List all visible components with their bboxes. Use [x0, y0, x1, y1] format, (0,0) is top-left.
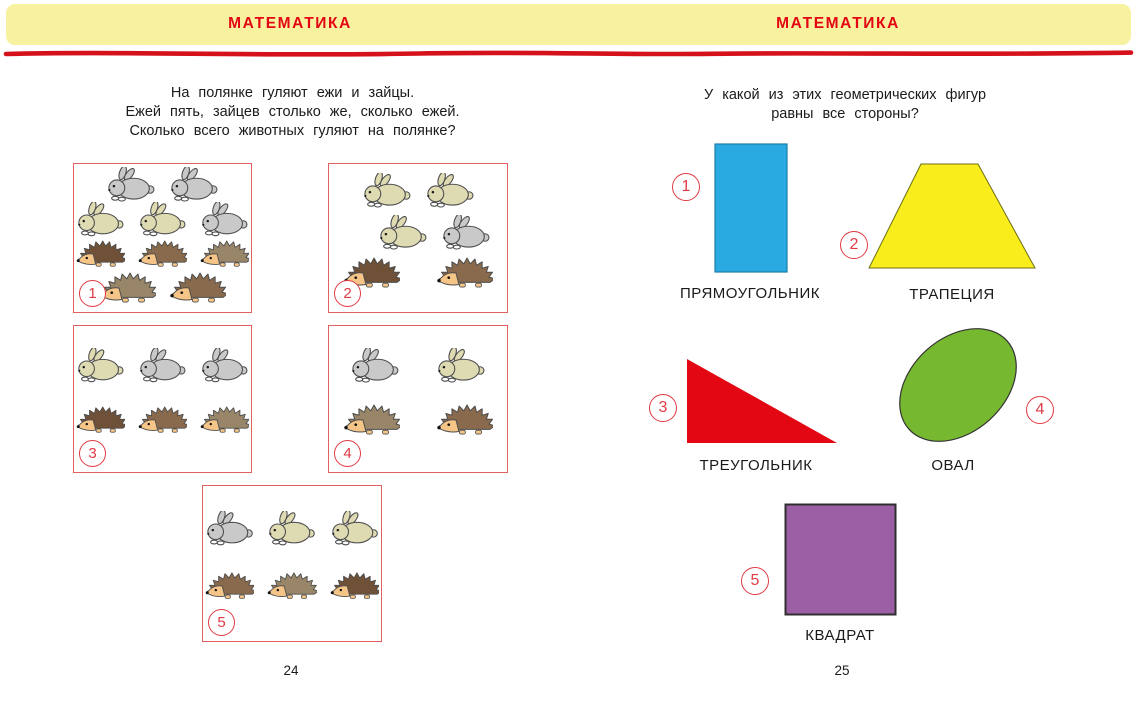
hedgehog-icon: [99, 271, 156, 305]
task-line: равны все стороны?: [771, 106, 919, 122]
answer-box-5: [202, 485, 382, 642]
hedgehog-icon: [138, 403, 187, 437]
hedgehog-icon: [200, 237, 249, 271]
shape-label: ТРЕУГОЛЬНИК: [699, 457, 813, 474]
shape-label: ТРАПЕЦИЯ: [909, 286, 995, 303]
hedgehog-icon: [436, 256, 493, 290]
hare-icon: [169, 167, 219, 202]
hare-icon: [267, 511, 316, 546]
hare-icon: [436, 348, 486, 383]
hedgehog-icon: [343, 403, 400, 437]
shape-label: КВАДРАТ: [805, 627, 875, 644]
task-line: Сколько всего животных гуляют на полянке?: [129, 123, 456, 139]
box-number-badge: 2: [334, 280, 361, 307]
hedgehog-icon: [330, 569, 379, 603]
hedgehog-row: [76, 237, 249, 271]
page-title: МАТЕМАТИКА: [228, 15, 352, 32]
hedgehog-icon: [138, 237, 187, 271]
hare-icon: [362, 173, 412, 208]
answer-box-2: [328, 163, 508, 313]
hedgehog-icon: [205, 569, 254, 603]
shape-label: ПРЯМОУГОЛЬНИК: [680, 285, 820, 302]
square-shape-icon: [784, 503, 897, 616]
hare-row: [205, 511, 379, 546]
hare-icon: [138, 348, 187, 383]
box-number-badge: 3: [79, 440, 106, 467]
box-number-badge: 5: [208, 609, 235, 636]
hedgehog-icon: [267, 569, 316, 603]
hare-icon: [350, 348, 400, 383]
hare-row: [331, 215, 505, 250]
hedgehog-icon: [76, 237, 125, 271]
hare-icon: [200, 202, 249, 237]
hedgehog-icon: [436, 403, 493, 437]
hare-icon: [106, 167, 156, 202]
hedgehog-row: [205, 569, 379, 603]
hare-row: [331, 173, 505, 208]
red-rule-divider: [0, 48, 1137, 60]
oval-shape-icon: [890, 316, 1026, 454]
answer-box-1: [73, 163, 252, 313]
shape-number-badge: 2: [840, 231, 868, 259]
page-number-left: 24: [283, 663, 299, 678]
hedgehog-row: [76, 403, 249, 437]
hare-icon: [138, 202, 187, 237]
task-line: У какой из этих геометрических фигур: [703, 87, 987, 103]
hare-icon: [76, 202, 125, 237]
hare-icon: [441, 215, 491, 250]
hare-icon: [378, 215, 428, 250]
answer-box-3: [73, 325, 252, 473]
page-title: МАТЕМАТИКА: [776, 15, 900, 32]
answer-box-4: [328, 325, 508, 473]
hare-icon: [330, 511, 379, 546]
shape-number-badge: 1: [672, 173, 700, 201]
trapezoid-shape-icon: [866, 162, 1038, 270]
hedgehog-icon: [169, 271, 226, 305]
task-line: Ежей пять, зайцев столько же, сколько ежей.: [125, 104, 460, 120]
hare-icon: [205, 511, 254, 546]
shape-number-badge: 5: [741, 567, 769, 595]
shape-number-badge: 3: [649, 394, 677, 422]
task-text-left: [70, 84, 515, 141]
shape-label: ОВАЛ: [931, 457, 975, 474]
hare-icon: [200, 348, 249, 383]
box-number-badge: 4: [334, 440, 361, 467]
hare-row: [331, 348, 505, 383]
hedgehog-icon: [76, 403, 125, 437]
header-band: [6, 4, 1131, 45]
task-text-right: [650, 86, 1040, 124]
task-line: На полянке гуляют ежи и зайцы.: [170, 85, 415, 101]
hare-icon: [76, 348, 125, 383]
page-number-right: 25: [834, 663, 850, 678]
box-number-badge: 1: [79, 280, 106, 307]
hedgehog-icon: [200, 403, 249, 437]
shape-number-badge: 4: [1026, 396, 1054, 424]
hare-row: [76, 348, 249, 383]
hare-row: [76, 202, 249, 237]
rectangle-shape-icon: [714, 143, 788, 273]
triangle-shape-icon: [683, 353, 841, 447]
hare-icon: [425, 173, 475, 208]
hare-row: [76, 167, 249, 202]
hedgehog-row: [331, 403, 505, 437]
